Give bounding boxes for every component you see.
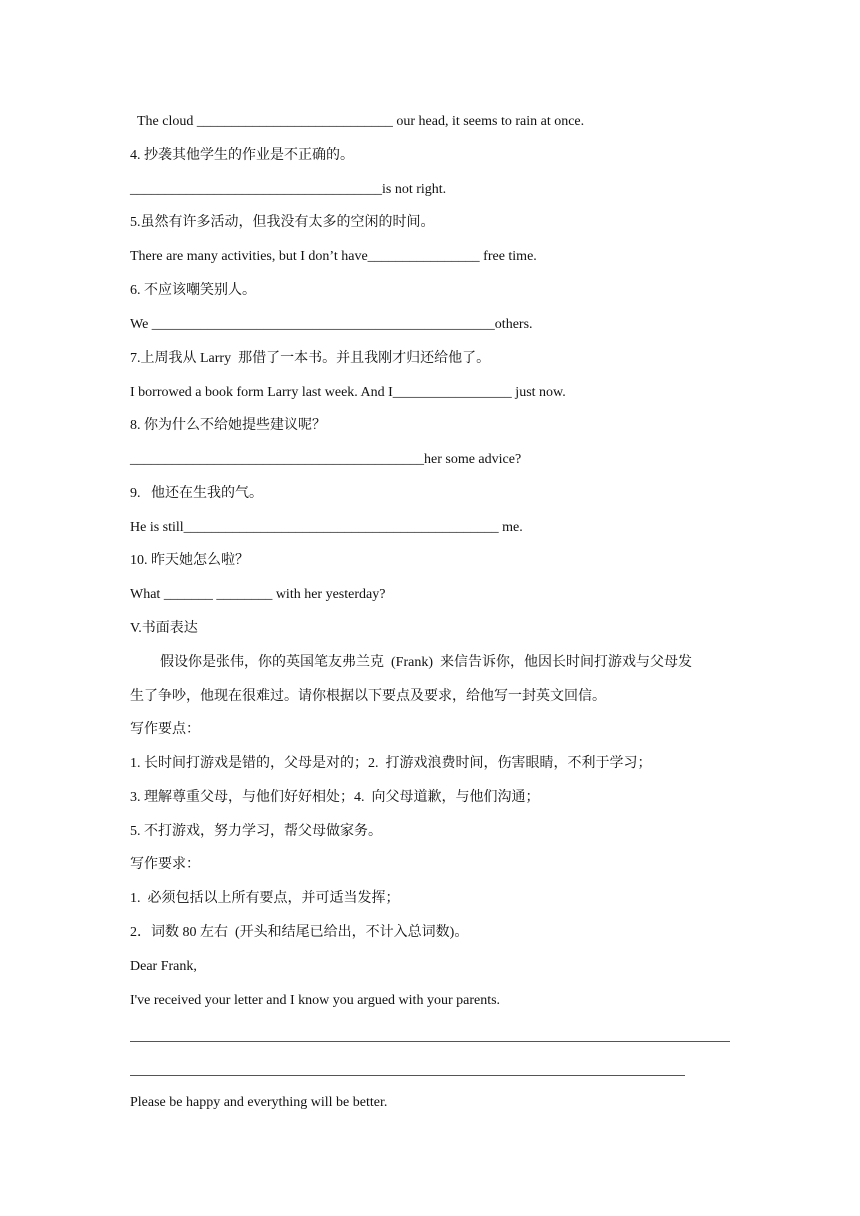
question-4-answer: ____________________________________is not right. bbox=[130, 182, 447, 197]
question-6-prompt: 6. 不应该嘲笑别人。 bbox=[130, 283, 256, 298]
letter-opening-sentence: I've received your letter and I know you argued with your parents. bbox=[130, 993, 501, 1008]
question-7-answer: I borrowed a book form Larry last week. And I_________________ just now. bbox=[130, 385, 566, 400]
writing-requirement-1: 1. 必须包括以上所有要点，并可适当发挥； bbox=[130, 891, 400, 906]
question-9-prompt: 9. 他还在生我的气。 bbox=[130, 486, 263, 501]
letter-salutation: Dear Frank, bbox=[130, 959, 197, 974]
question-4-prompt: 4. 抄袭其他学生的作业是不正确的。 bbox=[130, 148, 354, 163]
line-cloud-sentence: The cloud ____________________________ our head, it seems to rain at once. bbox=[137, 114, 585, 129]
question-5-prompt: 5.虽然有许多活动，但我没有太多的空闲的时间。 bbox=[130, 215, 435, 230]
writing-point-3-4: 3. 理解尊重父母，与他们好好相处；4. 向父母道歉，与他们沟通； bbox=[130, 790, 540, 805]
question-10-answer: What _______ ________ with her yesterday? bbox=[130, 587, 386, 602]
answer-line-2 bbox=[130, 1075, 685, 1076]
writing-task-intro-line-1: 假设你是张伟，你的英国笔友弗兰克 (Frank) 来信告诉你，他因长时间打游戏与父母发 bbox=[160, 655, 692, 670]
writing-task-intro-line-2: 生了争吵，他现在很难过。请你根据以下要点及要求，给他写一封英文回信。 bbox=[130, 689, 606, 704]
writing-point-5: 5. 不打游戏，努力学习，帮父母做家务。 bbox=[130, 824, 382, 839]
question-8-prompt: 8. 你为什么不给她提些建议呢？ bbox=[130, 418, 326, 433]
writing-point-1-2: 1. 长时间打游戏是错的，父母是对的；2. 打游戏浪费时间，伤害眼睛，不利于学习； bbox=[130, 756, 652, 771]
writing-points-heading: 写作要点： bbox=[130, 722, 200, 737]
section-v-heading: V.书面表达 bbox=[130, 621, 198, 636]
letter-closing-sentence: Please be happy and everything will be better. bbox=[130, 1095, 388, 1110]
writing-requirement-2: 2．词数 80 左右 (开头和结尾已给出，不计入总词数)。 bbox=[130, 925, 469, 940]
writing-requirements-heading: 写作要求： bbox=[130, 857, 200, 872]
question-8-answer: __________________________________________her some advice? bbox=[130, 452, 522, 467]
question-6-answer: We _________________________________________________others. bbox=[130, 317, 533, 332]
question-10-prompt: 10. 昨天她怎么啦？ bbox=[130, 553, 249, 568]
answer-line-1 bbox=[130, 1041, 730, 1042]
question-7-prompt: 7.上周我从 Larry 那借了一本书。并且我刚才归还给他了。 bbox=[130, 351, 491, 366]
question-9-answer: He is still_____________________________________________ me. bbox=[130, 520, 523, 535]
question-5-answer: There are many activities, but I don’t have________________ free time. bbox=[130, 249, 537, 264]
